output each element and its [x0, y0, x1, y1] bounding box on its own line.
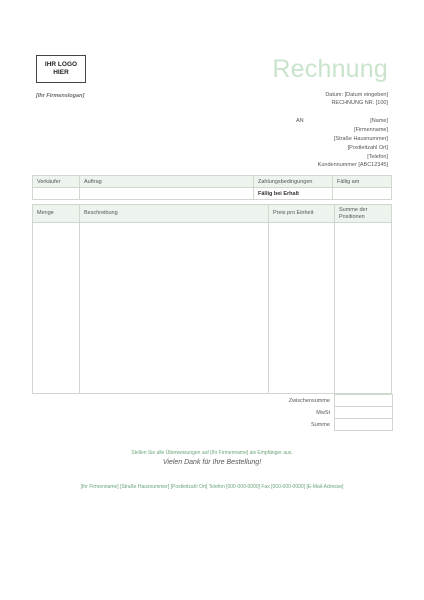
logo-placeholder	[36, 55, 86, 83]
description-column[interactable]	[80, 223, 269, 394]
company-slogan: [Ihr Firmenslogan]	[36, 93, 85, 99]
tax-value[interactable]	[335, 407, 393, 419]
recipient-label: AN	[296, 118, 304, 124]
recipient-city: [Postleitzahl Ort]	[347, 145, 388, 151]
header-description: Beschreibung	[80, 205, 269, 223]
subtotal-value[interactable]	[335, 395, 393, 407]
invoice-title: Rechnung	[272, 55, 388, 83]
cell-due-date[interactable]	[333, 188, 392, 200]
total-label: Summe	[311, 421, 330, 428]
subtotal-label: Zwischensumme	[288, 397, 330, 404]
header-line-total: Summe der Positionen	[335, 205, 392, 223]
recipient-name: [Name]	[370, 118, 388, 124]
header-seller: Verkäufer	[33, 176, 80, 188]
tax-label: MwSt	[316, 409, 330, 416]
cell-payment-terms[interactable]: Fällig bei Erhalt	[254, 188, 333, 200]
cell-order[interactable]	[80, 188, 254, 200]
items-table	[32, 204, 392, 394]
cell-seller[interactable]	[33, 188, 80, 200]
header-unit-price: Preis pro Einheit	[269, 205, 335, 223]
line-total-column[interactable]	[335, 223, 392, 394]
recipient-street: [Straße Hausnummer]	[333, 136, 388, 142]
recipient-phone: [Telefon]	[367, 154, 388, 160]
payment-note: Stellen Sie alle Überweisungen auf [Ihr Firmenname] als Empfänger aus.	[131, 450, 293, 456]
thank-you-message: Vielen Dank für Ihre Bestellung!	[162, 459, 262, 466]
totals-table	[236, 394, 393, 431]
header-quantity: Menge	[33, 205, 80, 223]
customer-number: Kundennummer [ABC12345]	[317, 162, 388, 168]
quantity-column[interactable]	[33, 223, 80, 394]
invoice-date: Datum: [Datum eingeben]	[325, 92, 388, 98]
header-payment-terms: Zahlungsbedingungen	[254, 176, 333, 188]
terms-table	[32, 175, 392, 200]
unit-price-column[interactable]	[269, 223, 335, 394]
logo-placeholder-text: IHR LOGO HIER	[44, 61, 78, 76]
total-value[interactable]	[335, 419, 393, 431]
recipient-company: [Firmenname]	[354, 127, 388, 133]
header-order: Auftrag	[80, 176, 254, 188]
company-footer: [Ihr Firmenname] [Straße Hausnummer] [Postleitzahl Ort] Telefon [000-000-0000] Fax [000-000-0000] [E-Mail-Adresse]	[80, 484, 344, 490]
header-due-date: Fällig am	[333, 176, 392, 188]
invoice-number: RECHNUNG NR. [100]	[331, 100, 388, 106]
